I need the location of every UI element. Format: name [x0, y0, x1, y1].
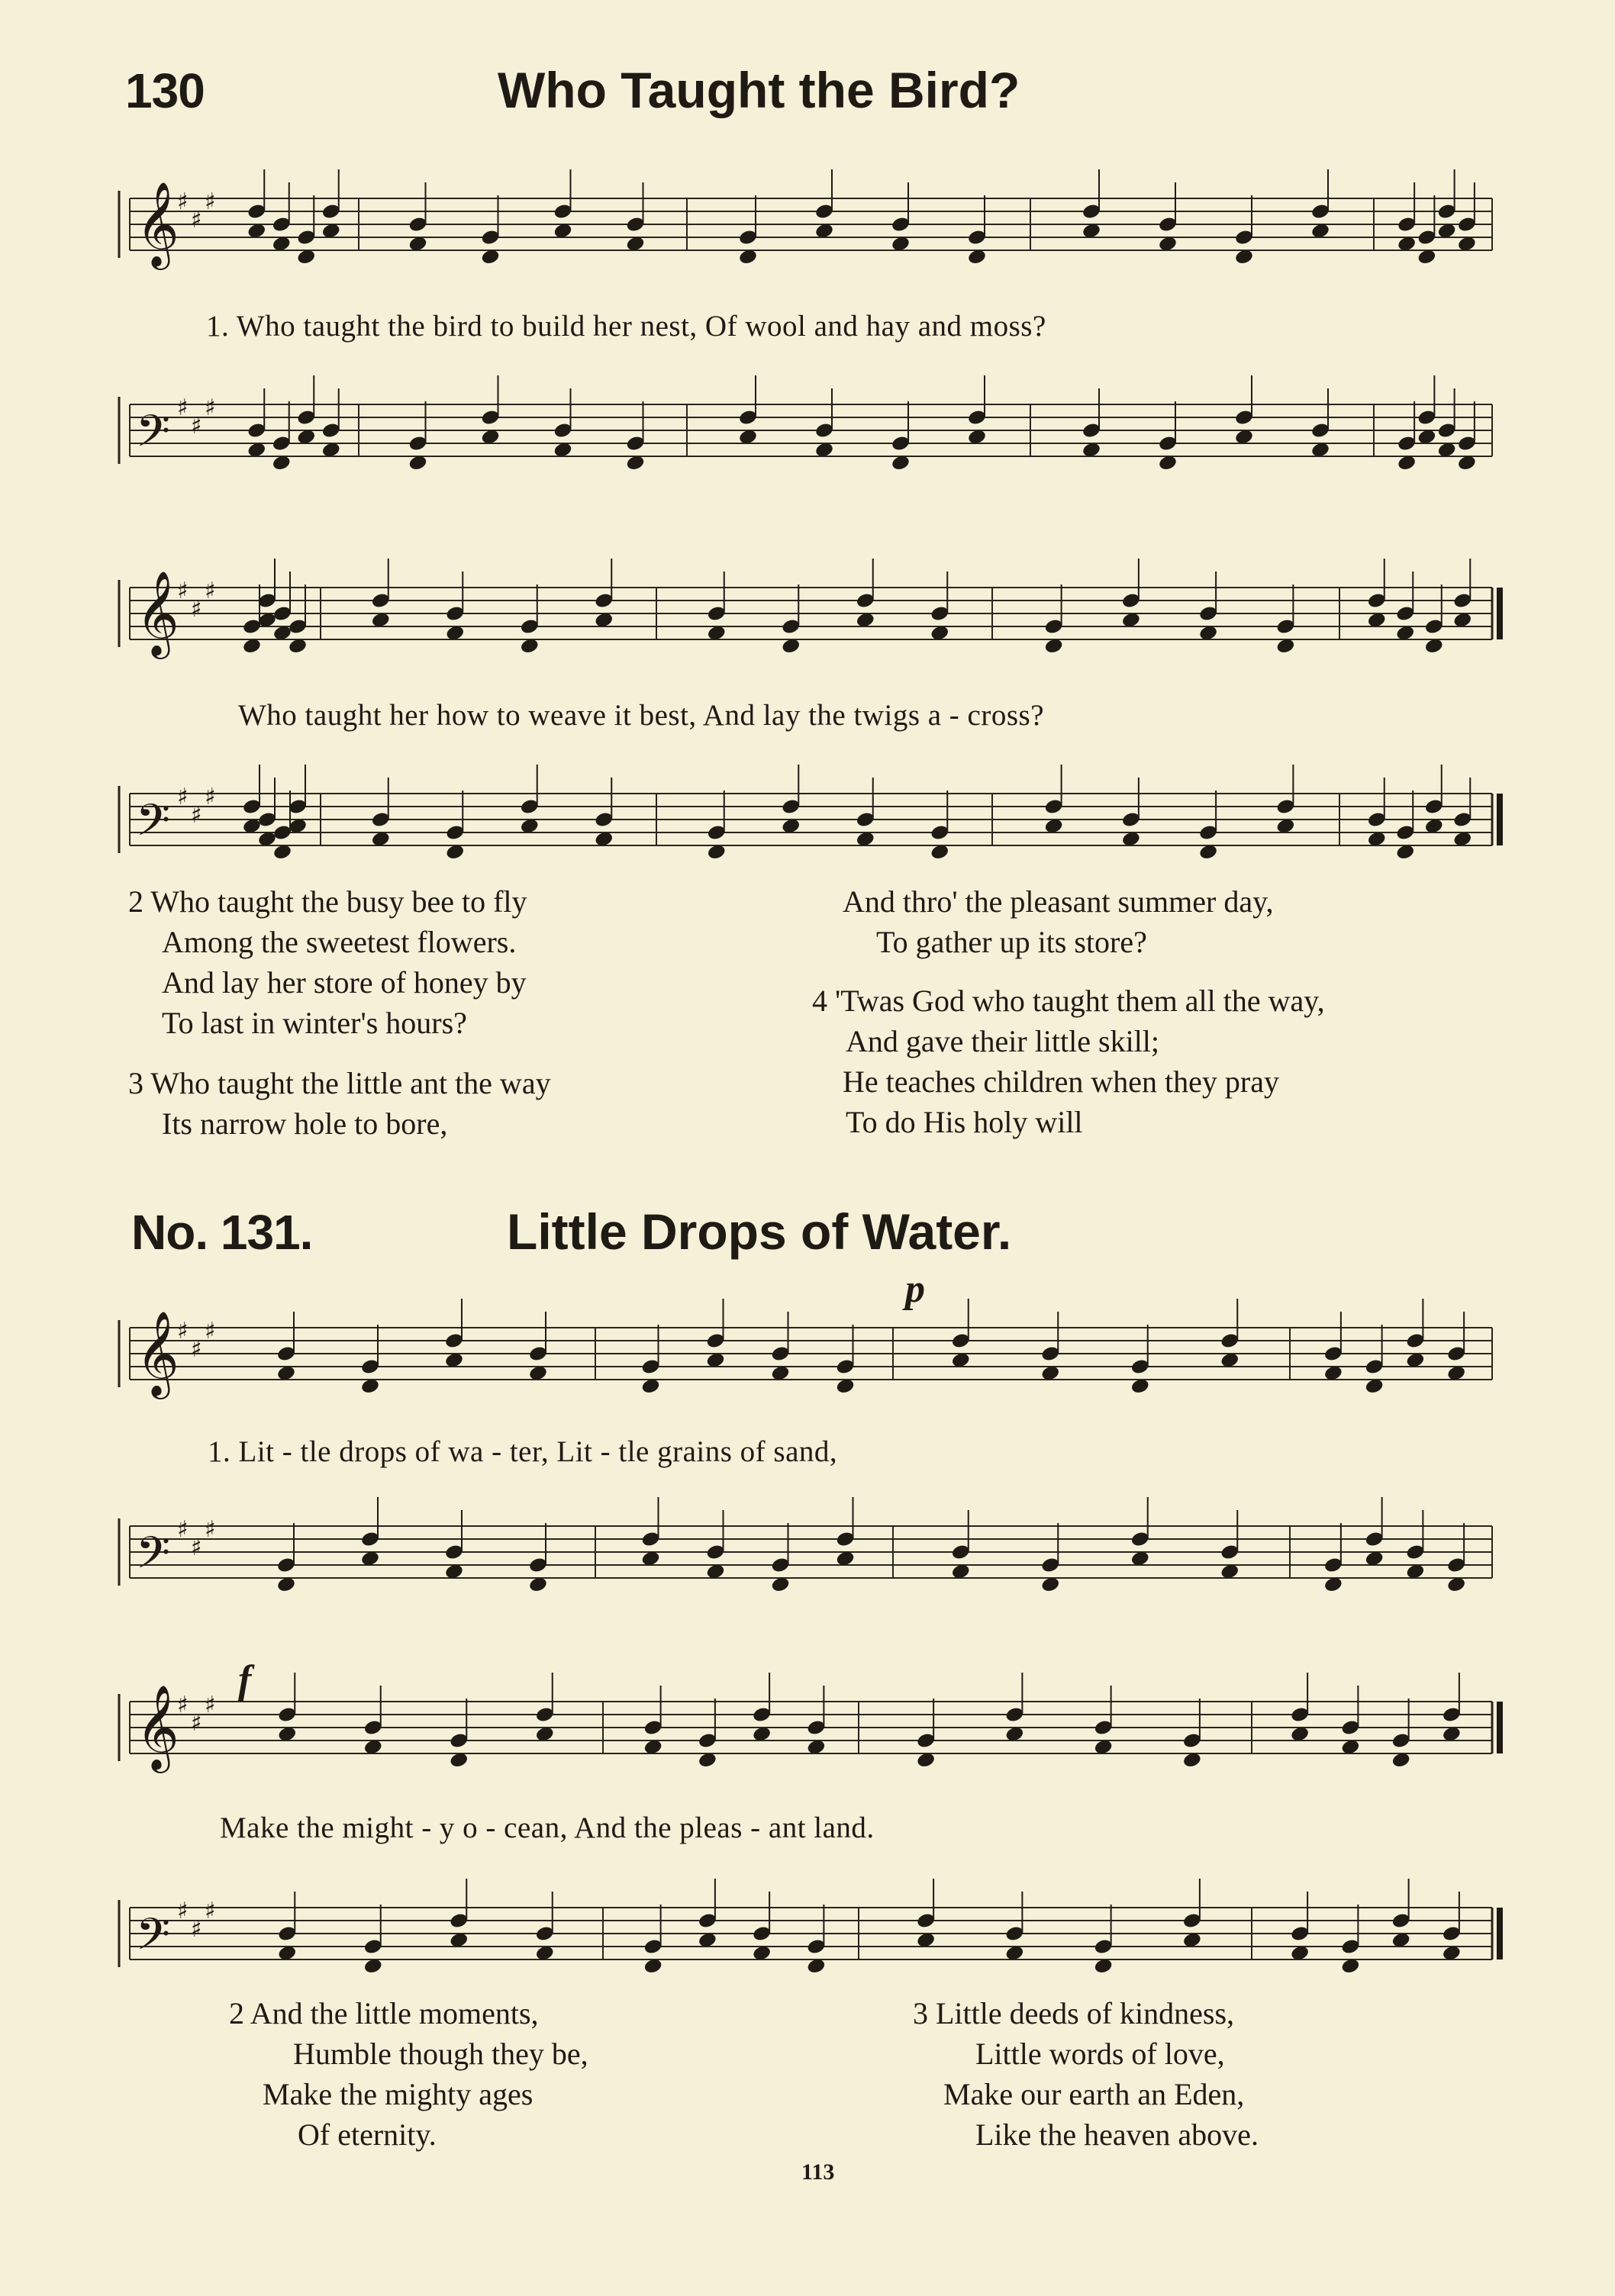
sharp-icon: ♯: [177, 188, 189, 215]
sharp-icon: ♯: [205, 188, 216, 215]
hymn-130-system-2-bass: [0, 771, 1615, 885]
sharp-icon: ♯: [177, 578, 189, 604]
hymn-131-verse-3: [913, 1993, 1259, 2155]
dynamic-piano-marking: p: [905, 1267, 925, 1311]
hymn-130-verse-3-continued: [843, 881, 1273, 962]
sharp-icon: ♯: [191, 1336, 202, 1363]
verse-line: And gave their little skill;: [846, 1024, 1160, 1058]
verse-line: To gather up its store?: [876, 925, 1147, 959]
sharp-icon: ♯: [191, 802, 202, 829]
final-barline: [1497, 1908, 1503, 1959]
sharp-icon: ♯: [191, 1710, 202, 1737]
verse-line: 2 And the little moments,: [229, 1996, 539, 2030]
sharp-icon: ♯: [205, 1516, 216, 1543]
hymn-130-system-1-bass: [0, 382, 1615, 496]
hymn-130-lyrics-line-2: Who taught her how to weave it best, And lay the twigs a - cross?: [238, 699, 1045, 732]
verse-line: To do His holy will: [846, 1105, 1083, 1139]
hymn-131-lyrics-line-1: 1. Lit - tle drops of wa - ter, Lit - tle grains of sand,: [208, 1435, 838, 1468]
sharp-icon: ♯: [191, 207, 202, 233]
hymn-131-system-2-treble: [0, 1679, 1615, 1793]
sharp-icon: ♯: [191, 1916, 202, 1943]
sharp-icon: ♯: [177, 784, 189, 810]
verse-line: To last in winter's hours?: [162, 1006, 467, 1040]
treble-clef-icon: 𝄞: [136, 181, 179, 266]
verse-line: Humble though they be,: [293, 2037, 588, 2071]
hymn-131-system-1-treble: [0, 1305, 1615, 1419]
verse-line: Little words of love,: [975, 2037, 1225, 2071]
hymn-130-verse-2: [128, 881, 527, 1043]
verse-line: Make the mighty ages: [263, 2077, 533, 2111]
verse-line: Like the heaven above.: [975, 2117, 1259, 2152]
dynamic-forte-marking: f: [238, 1658, 252, 1702]
hymn-131-number: No. 131.: [131, 1205, 313, 1260]
hymn-130-title: Who Taught the Bird?: [498, 62, 1020, 118]
sharp-icon: ♯: [177, 1898, 189, 1924]
final-barline: [1497, 588, 1503, 639]
hymn-131-system-1-bass: [0, 1503, 1615, 1618]
hymn-130-number: 130: [125, 63, 205, 118]
final-barline: [1497, 794, 1503, 845]
bass-clef-icon: 𝄢: [136, 1908, 171, 1971]
sharp-icon: ♯: [177, 1318, 189, 1344]
sharp-icon: ♯: [177, 1692, 189, 1718]
hymn-130-system-1-treble: [0, 176, 1615, 290]
hymn-131-lyrics-line-2: Make the might - y o - cean, And the pleas - ant land.: [220, 1811, 875, 1844]
verse-line: Its narrow hole to bore,: [162, 1106, 448, 1141]
hymn-131-verse-2: [229, 1993, 588, 2155]
hymn-130-verse-4: [812, 981, 1325, 1142]
sharp-icon: ♯: [205, 1692, 216, 1718]
sharp-icon: ♯: [191, 413, 202, 440]
sharp-icon: ♯: [205, 394, 216, 421]
final-barline: [1497, 1702, 1503, 1753]
treble-clef-icon: 𝄞: [136, 1310, 179, 1396]
verse-line: 3 Who taught the little ant the way: [128, 1066, 551, 1100]
verse-line: And lay her store of honey by: [162, 965, 527, 1000]
bass-clef-icon: 𝄢: [136, 405, 171, 468]
sharp-icon: ♯: [205, 578, 216, 604]
sharp-icon: ♯: [177, 394, 189, 421]
hymn-131-title: Little Drops of Water.: [507, 1203, 1012, 1260]
verse-line: He teaches children when they pray: [843, 1064, 1279, 1099]
sharp-icon: ♯: [205, 784, 216, 810]
verse-line: Of eternity.: [298, 2117, 437, 2152]
bass-clef-icon: 𝄢: [136, 1527, 171, 1589]
hymn-130-verse-3: [128, 1063, 551, 1144]
sharp-icon: ♯: [191, 1534, 202, 1561]
hymn-130-system-2-treble: [0, 565, 1615, 679]
verse-line: Make our earth an Eden,: [943, 2077, 1245, 2111]
bass-clef-icon: 𝄢: [136, 794, 171, 857]
sharp-icon: ♯: [191, 596, 202, 623]
sharp-icon: ♯: [205, 1898, 216, 1924]
verse-line: And thro' the pleasant summer day,: [843, 884, 1274, 919]
verse-line: 3 Little deeds of kindness,: [913, 1996, 1235, 2030]
verse-line: 2 Who taught the busy bee to fly: [128, 884, 527, 919]
page-number: 113: [801, 2159, 835, 2185]
verse-line: Among the sweetest flowers.: [162, 925, 517, 959]
sharp-icon: ♯: [205, 1318, 216, 1344]
treble-clef-icon: 𝄞: [136, 1684, 179, 1769]
hymn-130-lyrics-line-1: 1. Who taught the bird to build her nest, Of wool and hay and moss?: [206, 310, 1046, 343]
sharp-icon: ♯: [177, 1516, 189, 1543]
hymn-131-system-2-bass: [0, 1885, 1615, 1999]
treble-clef-icon: 𝄞: [136, 570, 179, 655]
verse-line: 4 'Twas God who taught them all the way,: [812, 984, 1325, 1018]
